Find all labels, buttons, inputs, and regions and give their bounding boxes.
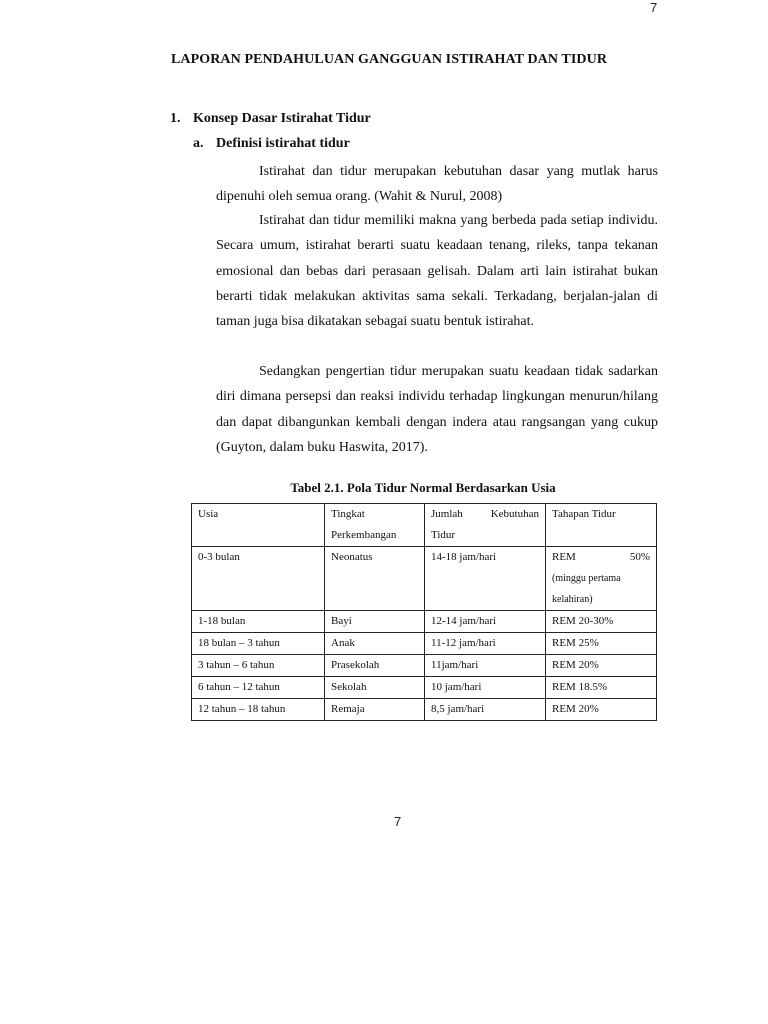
header-cell-tahapan: Tahapan Tidur — [546, 504, 657, 547]
cell-tingkat: Sekolah — [325, 677, 425, 699]
header-cell-tingkat: Tingkat Perkembangan — [325, 504, 425, 547]
cell-jumlah: 12-14 jam/hari — [425, 611, 546, 633]
section-heading — [170, 111, 371, 127]
cell-tingkat: Prasekolah — [325, 655, 425, 677]
header-cell-usia: Usia — [192, 504, 325, 547]
subsection-letter: a. — [193, 136, 204, 151]
cell-tingkat: Neonatus — [325, 547, 425, 611]
sleep-pattern-table — [191, 503, 657, 721]
cell-tahapan-note: (minggu pertama kelahiran) — [552, 573, 621, 605]
paragraph-1: Istirahat dan tidur merupakan kebutuhan dasar yang mutlak harus dipenuhi oleh semua orang. (Wahit & Nurul, 2008) — [216, 164, 658, 205]
cell-jumlah: 14-18 jam/hari — [425, 547, 546, 611]
table-row — [192, 677, 657, 699]
cell-tahapan: REM 20% — [546, 699, 657, 721]
cell-jumlah: 11jam/hari — [425, 655, 546, 677]
cell-tingkat: Anak — [325, 633, 425, 655]
cell-jumlah: 10 jam/hari — [425, 677, 546, 699]
cell-jumlah: 8,5 jam/hari — [425, 699, 546, 721]
cell-tingkat: Bayi — [325, 611, 425, 633]
section-number: 1. — [170, 111, 181, 126]
table-row — [192, 547, 657, 611]
cell-usia: 18 bulan – 3 tahun — [192, 633, 325, 655]
cell-tahapan — [546, 547, 657, 611]
cell-usia: 0-3 bulan — [192, 547, 325, 611]
table-row — [192, 633, 657, 655]
page-number-top: 7 — [650, 0, 658, 15]
page-number-bottom: 7 — [394, 814, 402, 829]
cell-tahapan: REM 18.5% — [546, 677, 657, 699]
cell-tahapan-value: REM 50% — [552, 551, 650, 563]
table-row — [192, 699, 657, 721]
table-row — [192, 611, 657, 633]
subsection-heading — [193, 136, 350, 152]
cell-usia: 12 tahun – 18 tahun — [192, 699, 325, 721]
cell-tahapan: REM 20-30% — [546, 611, 657, 633]
header-cell-jumlah: Jumlah Kebutuhan Tidur — [425, 504, 546, 547]
cell-usia: 6 tahun – 12 tahun — [192, 677, 325, 699]
subsection-title: Definisi istirahat tidur — [216, 136, 350, 151]
cell-tahapan: REM 25% — [546, 633, 657, 655]
table-header-row — [192, 504, 657, 547]
cell-tingkat: Remaja — [325, 699, 425, 721]
paragraph-2: Istirahat dan tidur memiliki makna yang berbeda pada setiap individu. Secara umum, istirahat berarti suatu keadaan tenang, rileks, tanpa tekanan emosional dan bebas dari perasaan gelisah. Dalam arti lain istirahat bukan berarti tidak melakukan aktivitas sama sekali. Terkadang, berjalan-jalan di taman juga bisa dikatakan sebagai suatu bentuk istirahat. — [216, 213, 658, 330]
table-caption: Tabel 2.1. Pola Tidur Normal Berdasarkan Usia — [290, 480, 556, 495]
paragraph-3: Sedangkan pengertian tidur merupakan suatu keadaan tidak sadarkan diri dimana persepsi dan reaksi individu terhadap lingkungan menurun/hilang dan dapat dibangunkan kembali dengan indera atau rangsangan yang cukup (Guyton, dalam buku Haswita, 2017). — [216, 364, 658, 455]
document-title: LAPORAN PENDAHULUAN GANGGUAN ISTIRAHAT DAN TIDUR — [170, 52, 608, 67]
cell-usia: 3 tahun – 6 tahun — [192, 655, 325, 677]
table-row — [192, 655, 657, 677]
cell-tahapan: REM 20% — [546, 655, 657, 677]
cell-usia: 1-18 bulan — [192, 611, 325, 633]
cell-jumlah: 11-12 jam/hari — [425, 633, 546, 655]
section-title: Konsep Dasar Istirahat Tidur — [193, 111, 371, 126]
